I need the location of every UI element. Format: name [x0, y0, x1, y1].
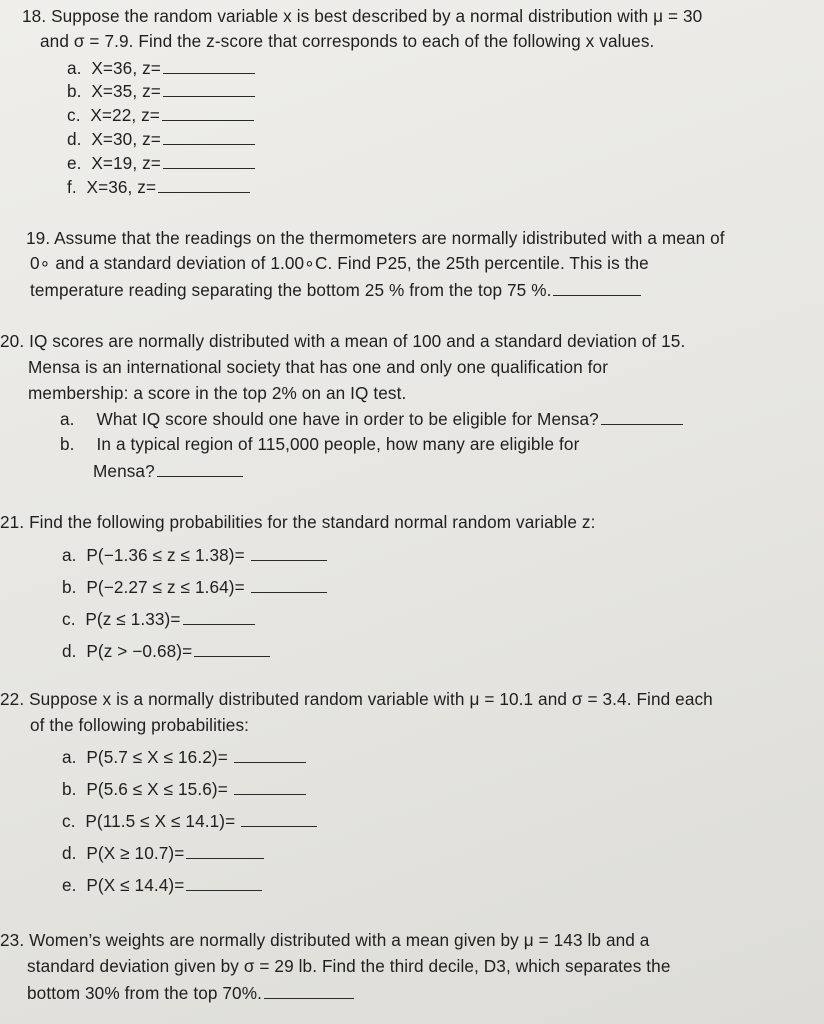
item-text: P(X ≥ 10.7)= [86, 843, 185, 863]
q22-item-d [62, 842, 264, 863]
q22-item-c [62, 810, 317, 831]
answer-blank[interactable] [158, 176, 250, 193]
item-letter: a. [62, 545, 77, 565]
q22-line1: 22. Suppose x is a normally distributed random variable with μ = 10.1 and σ = 3.4. Find each [0, 689, 713, 709]
item-letter: a. [62, 747, 77, 767]
item-text: X=36, z= [86, 177, 157, 197]
q22-item-a [62, 746, 306, 767]
q18-item-e [67, 152, 255, 173]
q18-item-f [67, 176, 250, 197]
item-letter: e. [67, 153, 82, 173]
item-letter: d. [62, 843, 77, 863]
answer-blank[interactable] [264, 982, 354, 999]
item-letter: b. [67, 81, 82, 101]
item-letter: c. [62, 811, 76, 831]
item-letter: d. [62, 641, 77, 661]
q18-item-c [67, 104, 254, 125]
item-letter: b. [62, 577, 77, 597]
item-text: X=19, z= [91, 153, 161, 173]
q21-line1: 21. Find the following probabilities for the standard normal random variable z: [0, 512, 596, 532]
answer-blank[interactable] [234, 746, 306, 763]
q19-line2: 0∘ and a standard deviation of 1.00∘C. Find P25, the 25th percentile. This is the [30, 253, 649, 273]
q21-item-a [62, 544, 327, 565]
answer-blank[interactable] [163, 57, 255, 74]
item-text: In a typical region of 115,000 people, how many are eligible for [96, 434, 580, 454]
q19-line3-text: temperature reading separating the bottom 25 % from the top 75 %. [30, 280, 552, 300]
item-text: X=30, z= [91, 129, 161, 149]
item-text: X=22, z= [90, 105, 160, 125]
item-text: X=35, z= [91, 81, 161, 101]
item-letter: c. [67, 105, 81, 125]
item-text: What IQ score should one have in order to be eligible for Mensa? [96, 409, 599, 429]
item-text: P(−2.27 ≤ z ≤ 1.64)= [86, 577, 245, 597]
q20-line2: Mensa is an international society that has one and only one qualification for [28, 357, 609, 377]
item-text: Mensa? [93, 461, 155, 481]
item-text: P(5.6 ≤ X ≤ 15.6)= [86, 779, 228, 799]
q23-line3 [27, 982, 354, 1003]
item-text: P(z ≤ 1.33)= [85, 609, 181, 629]
item-text: P(11.5 ≤ X ≤ 14.1)= [85, 811, 236, 831]
item-letter: c. [62, 609, 76, 629]
q18-line1: 18. Suppose the random variable x is best described by a normal distribution with μ = 30 [22, 6, 703, 26]
item-text: X=36, z= [91, 58, 161, 78]
q18-item-b [67, 80, 255, 101]
item-text: P(5.7 ≤ X ≤ 16.2)= [86, 747, 228, 767]
answer-blank[interactable] [183, 608, 255, 625]
answer-blank[interactable] [601, 408, 683, 425]
q21-item-c [62, 608, 255, 629]
answer-blank[interactable] [194, 640, 270, 657]
q22-item-b [62, 778, 306, 799]
item-letter: a. [67, 58, 82, 78]
item-letter: f. [67, 177, 77, 197]
item-letter: d. [67, 129, 82, 149]
q23-line2: standard deviation given by σ = 29 lb. Find the third decile, D3, which separates the [27, 956, 671, 976]
q23-line1: 23. Women’s weights are normally distributed with a mean given by μ = 143 lb and a [0, 930, 650, 950]
q21-item-d [62, 640, 270, 661]
q22-item-e [62, 874, 262, 895]
item-letter: b. [62, 779, 77, 799]
q19-line3 [30, 279, 641, 300]
q20-item-b-cont [93, 460, 243, 481]
answer-blank[interactable] [163, 80, 255, 97]
item-letter: b. [60, 434, 75, 454]
answer-blank[interactable] [241, 810, 317, 827]
q18-line2: and σ = 7.9. Find the z-score that corresponds to each of the following x values. [40, 31, 655, 51]
answer-blank[interactable] [251, 544, 327, 561]
item-letter: e. [62, 875, 77, 895]
item-text: P(z > −0.68)= [86, 641, 193, 661]
answer-blank[interactable] [553, 279, 641, 296]
q20-line1: 20. IQ scores are normally distributed with a mean of 100 and a standard deviation of 15. [0, 331, 686, 351]
q19-line1: 19. Assume that the readings on the thermometers are normally idistributed with a mean of [26, 228, 725, 248]
answer-blank[interactable] [162, 104, 254, 121]
answer-blank[interactable] [163, 152, 255, 169]
answer-blank[interactable] [234, 778, 306, 795]
q20-item-a [60, 408, 683, 429]
item-text: P(−1.36 ≤ z ≤ 1.38)= [86, 545, 245, 565]
answer-blank[interactable] [186, 874, 262, 891]
answer-blank[interactable] [157, 460, 243, 477]
answer-blank[interactable] [186, 842, 264, 859]
q23-line3-text: bottom 30% from the top 70%. [27, 983, 262, 1003]
q18-item-d [67, 128, 255, 149]
answer-blank[interactable] [163, 128, 255, 145]
item-text: P(X ≤ 14.4)= [86, 875, 185, 895]
q22-line2: of the following probabilities: [30, 715, 250, 735]
q21-item-b [62, 576, 327, 597]
q18-item-a [67, 57, 255, 78]
answer-blank[interactable] [251, 576, 327, 593]
item-letter: a. [60, 409, 75, 429]
q20-item-b [60, 434, 579, 454]
q20-line3: membership: a score in the top 2% on an IQ test. [28, 383, 407, 403]
